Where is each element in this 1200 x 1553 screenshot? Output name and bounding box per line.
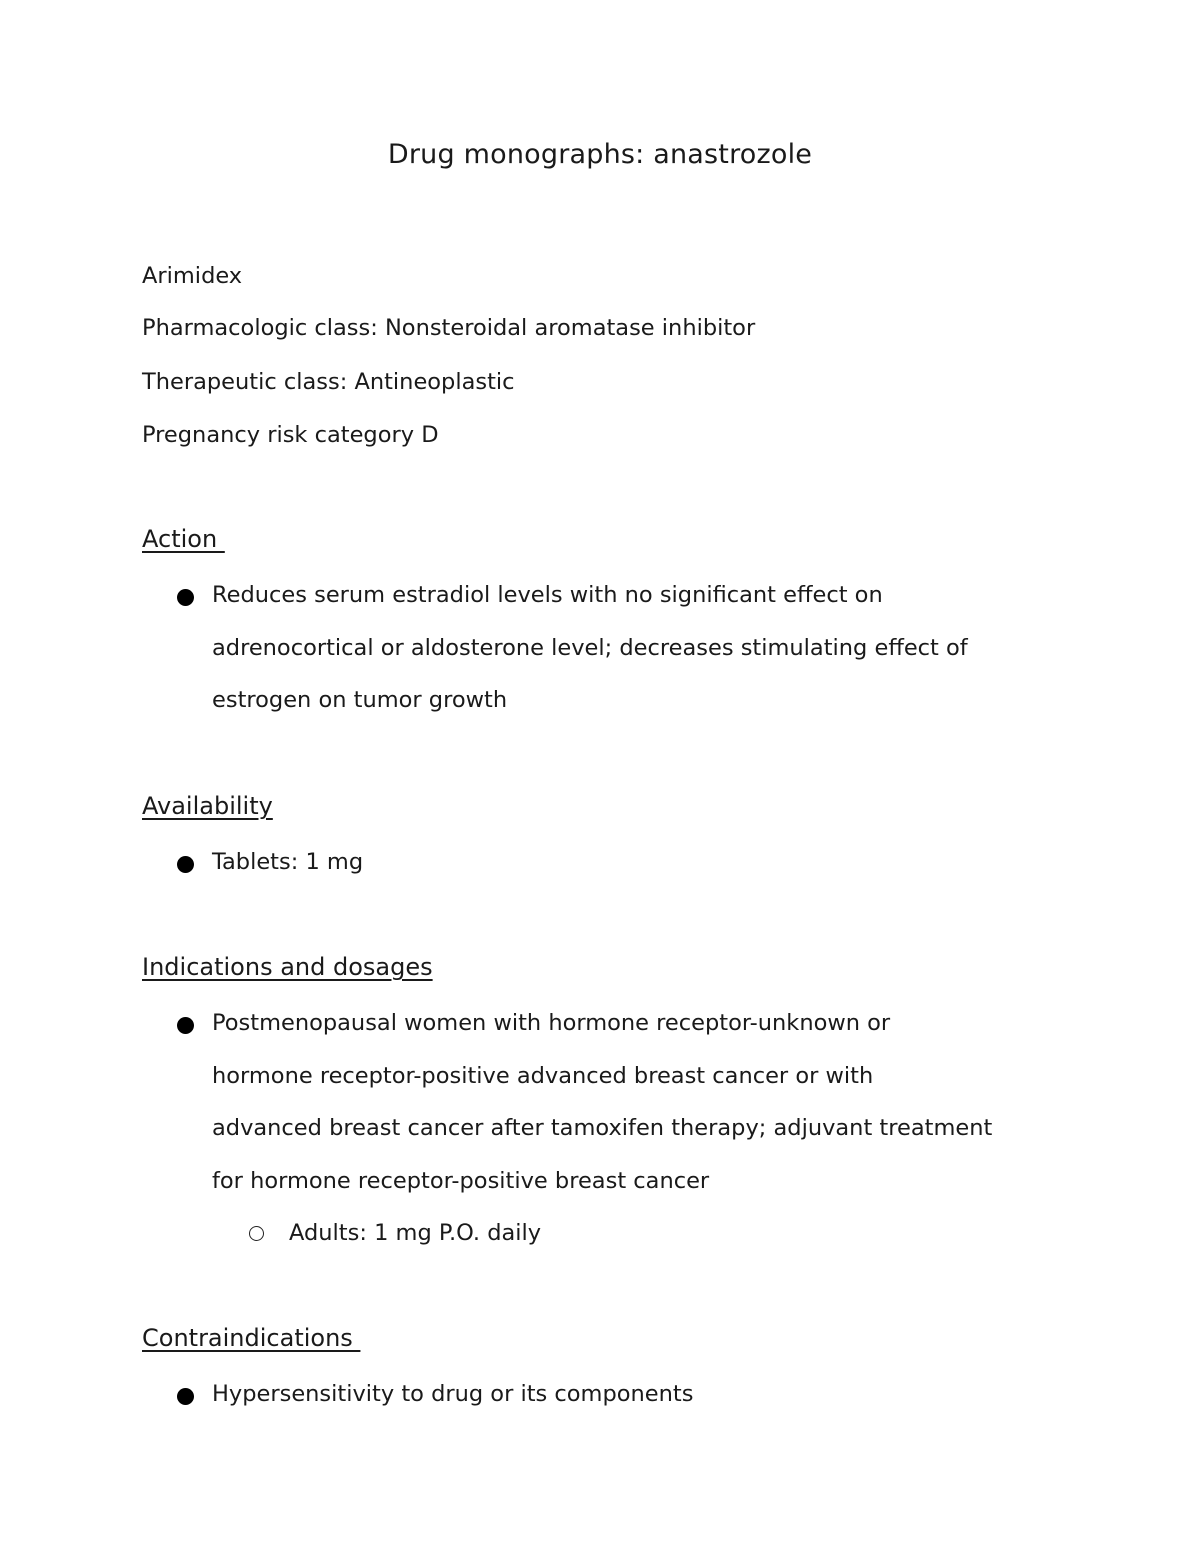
brand-name: Arimidex [142, 263, 243, 289]
therapeutic-class: Therapeutic class: Antineoplastic [142, 369, 515, 395]
pregnancy-risk-category: Pregnancy risk category D [142, 422, 439, 448]
section-heading-availability: Availability [142, 792, 273, 820]
indications-sub-bullet: Adults: 1 mg P.O. daily [289, 1220, 542, 1246]
indications-line-2: hormone receptor-positive advanced breast cancer or with [212, 1063, 874, 1089]
bullet-icon [177, 589, 194, 606]
pharmacologic-class: Pharmacologic class: Nonsteroidal aromatase inhibitor [142, 315, 756, 341]
bullet-icon [177, 1388, 194, 1405]
sub-bullet-circle-icon [249, 1226, 264, 1241]
indications-line-4: for hormone receptor-positive breast cancer [212, 1168, 710, 1194]
indications-line-3: advanced breast cancer after tamoxifen therapy; adjuvant treatment [212, 1115, 993, 1141]
action-line-2: adrenocortical or aldosterone level; decreases stimulating effect of [212, 635, 968, 661]
contraindications-line-1: Hypersensitivity to drug or its components [212, 1381, 694, 1407]
indications-line-1: Postmenopausal women with hormone receptor-unknown or [212, 1010, 891, 1036]
section-heading-contraindications: Contraindications [142, 1324, 361, 1352]
availability-line-1: Tablets: 1 mg [212, 849, 364, 875]
action-line-1: Reduces serum estradiol levels with no significant effect on [212, 582, 883, 608]
section-heading-action: Action [142, 525, 225, 553]
action-line-3: estrogen on tumor growth [212, 687, 508, 713]
bullet-icon [177, 856, 194, 873]
section-heading-indications: Indications and dosages [142, 953, 433, 981]
page-title: Drug monographs: anastrozole [387, 139, 813, 170]
bullet-icon [177, 1017, 194, 1034]
